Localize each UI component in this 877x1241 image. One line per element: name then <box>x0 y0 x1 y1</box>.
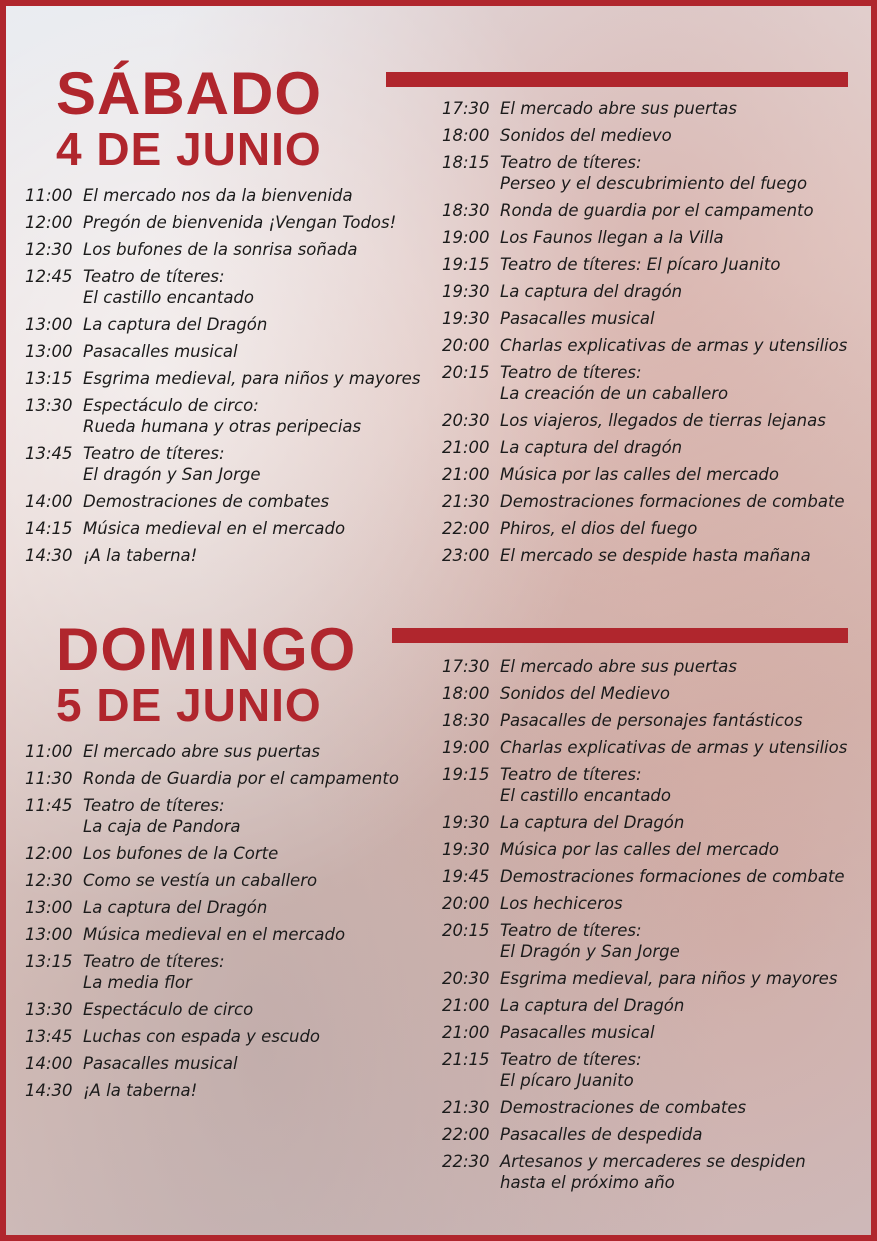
schedule-activity: El mercado abre sus puertas <box>500 657 737 676</box>
schedule-activity: Música medieval en el mercado <box>83 925 346 944</box>
schedule-time: 20:30 <box>442 411 490 430</box>
schedule-activity: Demostraciones formaciones de combate <box>500 867 845 886</box>
schedule-time: 19:30 <box>442 309 490 328</box>
schedule-item <box>25 542 435 569</box>
schedule-activity: Espectáculo de circo <box>83 1000 254 1019</box>
saturday-day-title: SÁBADO <box>56 60 323 127</box>
schedule-item <box>25 948 435 996</box>
schedule-time: 14:15 <box>25 519 73 538</box>
schedule-time: 13:30 <box>25 396 73 415</box>
schedule-item <box>442 917 867 965</box>
schedule-item <box>442 1148 867 1196</box>
schedule-item <box>442 95 867 122</box>
schedule-item <box>442 707 867 734</box>
schedule-item <box>442 407 867 434</box>
schedule-item <box>25 182 435 209</box>
sunday-heading <box>56 616 357 731</box>
schedule-activity: Teatro de títeres: El castillo encantado <box>83 267 254 307</box>
schedule-time: 13:45 <box>25 1027 73 1046</box>
schedule-time: 19:30 <box>442 282 490 301</box>
schedule-item <box>442 809 867 836</box>
schedule-item <box>442 515 867 542</box>
schedule-time: 22:00 <box>442 1125 490 1144</box>
schedule-activity: Pasacalles de personajes fantásticos <box>500 711 803 730</box>
schedule-activity: Los bufones de la Corte <box>83 844 279 863</box>
schedule-item <box>442 1046 867 1094</box>
schedule-item <box>442 488 867 515</box>
schedule-activity: Teatro de títeres: El pícaro Juanito <box>500 1050 642 1090</box>
schedule-item <box>442 305 867 332</box>
schedule-time: 20:30 <box>442 969 490 988</box>
schedule-time: 13:15 <box>25 369 73 388</box>
sunday-day-title: DOMINGO <box>56 616 357 683</box>
schedule-time: 19:00 <box>442 228 490 247</box>
schedule-activity: ¡A la taberna! <box>83 1081 198 1100</box>
schedule-activity: El mercado nos da la bienvenida <box>83 186 353 205</box>
schedule-time: 14:30 <box>25 546 73 565</box>
schedule-activity: Charlas explicativas de armas y utensilios <box>500 336 848 355</box>
schedule-activity: Pregón de bienvenida ¡Vengan Todos! <box>83 213 397 232</box>
schedule-item <box>25 996 435 1023</box>
schedule-time: 13:00 <box>25 925 73 944</box>
schedule-item <box>442 542 867 569</box>
schedule-time: 22:30 <box>442 1152 490 1171</box>
schedule-item <box>25 765 435 792</box>
schedule-item <box>25 1023 435 1050</box>
schedule-item <box>442 1019 867 1046</box>
schedule-time: 18:15 <box>442 153 490 172</box>
schedule-item <box>25 236 435 263</box>
schedule-activity: Música por las calles del mercado <box>500 840 779 859</box>
schedule-activity: Teatro de títeres: El pícaro Juanito <box>500 255 781 274</box>
schedule-activity: Los viajeros, llegados de tierras lejanas <box>500 411 826 430</box>
schedule-time: 19:30 <box>442 813 490 832</box>
schedule-time: 21:30 <box>442 1098 490 1117</box>
schedule-time: 14:00 <box>25 492 73 511</box>
schedule-activity: ¡A la taberna! <box>83 546 198 565</box>
schedule-activity: Teatro de títeres: La caja de Pandora <box>83 796 241 836</box>
saturday-date-title: 4 DE JUNIO <box>56 123 322 175</box>
schedule-time: 12:30 <box>25 871 73 890</box>
schedule-time: 13:00 <box>25 315 73 334</box>
schedule-item <box>25 921 435 948</box>
schedule-item <box>442 836 867 863</box>
schedule-time: 20:15 <box>442 363 490 382</box>
schedule-item <box>442 1094 867 1121</box>
sunday-header-rule <box>392 628 848 643</box>
schedule-time: 11:00 <box>25 742 73 761</box>
schedule-item <box>25 867 435 894</box>
saturday-afternoon-schedule <box>442 95 867 569</box>
schedule-time: 13:00 <box>25 342 73 361</box>
schedule-activity: Teatro de títeres: El castillo encantado <box>500 765 671 805</box>
schedule-item <box>442 863 867 890</box>
schedule-item <box>442 278 867 305</box>
schedule-activity: Pasacalles musical <box>83 342 238 361</box>
schedule-item <box>442 890 867 917</box>
schedule-time: 12:00 <box>25 844 73 863</box>
schedule-time: 21:00 <box>442 996 490 1015</box>
schedule-time: 17:30 <box>442 657 490 676</box>
schedule-time: 19:15 <box>442 255 490 274</box>
saturday-morning-schedule <box>25 182 435 569</box>
schedule-item <box>25 894 435 921</box>
schedule-time: 17:30 <box>442 99 490 118</box>
schedule-item <box>25 209 435 236</box>
schedule-time: 18:30 <box>442 711 490 730</box>
schedule-time: 14:00 <box>25 1054 73 1073</box>
schedule-item <box>25 1077 435 1104</box>
schedule-time: 23:00 <box>442 546 490 565</box>
schedule-activity: Teatro de títeres: El dragón y San Jorge <box>83 444 261 484</box>
schedule-time: 13:00 <box>25 898 73 917</box>
schedule-item <box>442 122 867 149</box>
schedule-activity: Ronda de guardia por el campamento <box>500 201 814 220</box>
schedule-item <box>442 653 867 680</box>
schedule-activity: Phiros, el dios del fuego <box>500 519 698 538</box>
schedule-time: 18:00 <box>442 684 490 703</box>
schedule-activity: Pasacalles de despedida <box>500 1125 703 1144</box>
schedule-time: 12:00 <box>25 213 73 232</box>
schedule-item <box>25 392 435 440</box>
schedule-activity: El mercado abre sus puertas <box>83 742 320 761</box>
schedule-item <box>25 263 435 311</box>
schedule-activity: El mercado abre sus puertas <box>500 99 737 118</box>
schedule-activity: Teatro de títeres: El Dragón y San Jorge <box>500 921 680 961</box>
schedule-item <box>442 434 867 461</box>
schedule-time: 19:30 <box>442 840 490 859</box>
schedule-item <box>442 992 867 1019</box>
schedule-activity: Pasacalles musical <box>83 1054 238 1073</box>
schedule-activity: Demostraciones formaciones de combate <box>500 492 845 511</box>
schedule-activity: Música medieval en el mercado <box>83 519 346 538</box>
schedule-item <box>442 734 867 761</box>
schedule-item <box>25 1050 435 1077</box>
schedule-time: 19:45 <box>442 867 490 886</box>
schedule-time: 11:45 <box>25 796 73 815</box>
schedule-time: 18:00 <box>442 126 490 145</box>
schedule-item <box>25 488 435 515</box>
schedule-item <box>442 332 867 359</box>
schedule-activity: Sonidos del medievo <box>500 126 672 145</box>
schedule-activity: El mercado se despide hasta mañana <box>500 546 811 565</box>
schedule-activity: La captura del dragón <box>500 282 683 301</box>
schedule-activity: La captura del Dragón <box>500 996 685 1015</box>
schedule-item <box>442 1121 867 1148</box>
schedule-time: 21:15 <box>442 1050 490 1069</box>
schedule-time: 21:00 <box>442 438 490 457</box>
schedule-time: 19:15 <box>442 765 490 784</box>
schedule-activity: Esgrima medieval, para niños y mayores <box>500 969 838 988</box>
schedule-time: 19:00 <box>442 738 490 757</box>
schedule-activity: La captura del Dragón <box>83 898 268 917</box>
saturday-heading <box>56 60 323 175</box>
schedule-time: 20:00 <box>442 894 490 913</box>
schedule-time: 21:30 <box>442 492 490 511</box>
schedule-time: 21:00 <box>442 1023 490 1042</box>
schedule-item <box>442 149 867 197</box>
schedule-item <box>442 224 867 251</box>
schedule-activity: Demostraciones de combates <box>500 1098 747 1117</box>
schedule-item <box>25 440 435 488</box>
schedule-item <box>25 840 435 867</box>
saturday-header-rule <box>386 72 848 87</box>
schedule-activity: Pasacalles musical <box>500 309 655 328</box>
schedule-activity: Música por las calles del mercado <box>500 465 779 484</box>
schedule-activity: Luchas con espada y escudo <box>83 1027 321 1046</box>
schedule-activity: Sonidos del Medievo <box>500 684 670 703</box>
schedule-time: 20:00 <box>442 336 490 355</box>
schedule-item <box>25 515 435 542</box>
schedule-activity: La captura del Dragón <box>83 315 268 334</box>
schedule-time: 13:30 <box>25 1000 73 1019</box>
schedule-activity: Los bufones de la sonrisa soñada <box>83 240 358 259</box>
schedule-activity: Los Faunos llegan a la Villa <box>500 228 724 247</box>
schedule-item <box>442 359 867 407</box>
schedule-activity: Charlas explicativas de armas y utensilios <box>500 738 848 757</box>
schedule-activity: Los hechiceros <box>500 894 623 913</box>
schedule-time: 18:30 <box>442 201 490 220</box>
schedule-activity: Esgrima medieval, para niños y mayores <box>83 369 421 388</box>
schedule-time: 21:00 <box>442 465 490 484</box>
schedule-item <box>25 792 435 840</box>
schedule-activity: La captura del dragón <box>500 438 683 457</box>
schedule-item <box>442 761 867 809</box>
schedule-time: 14:30 <box>25 1081 73 1100</box>
schedule-time: 11:00 <box>25 186 73 205</box>
schedule-activity: Espectáculo de circo: Rueda humana y otras peripecias <box>83 396 362 436</box>
schedule-time: 11:30 <box>25 769 73 788</box>
schedule-time: 20:15 <box>442 921 490 940</box>
schedule-item <box>25 738 435 765</box>
schedule-activity: Como se vestía un caballero <box>83 871 318 890</box>
schedule-item <box>25 311 435 338</box>
schedule-item <box>442 461 867 488</box>
schedule-item <box>442 251 867 278</box>
schedule-activity: Teatro de títeres: La creación de un caballero <box>500 363 729 403</box>
schedule-item <box>442 680 867 707</box>
sunday-morning-schedule <box>25 738 435 1104</box>
schedule-item <box>25 338 435 365</box>
schedule-time: 12:30 <box>25 240 73 259</box>
schedule-activity: Teatro de títeres: Perseo y el descubrimiento del fuego <box>500 153 808 193</box>
schedule-activity: Pasacalles musical <box>500 1023 655 1042</box>
schedule-activity: Teatro de títeres: La media flor <box>83 952 225 992</box>
schedule-time: 12:45 <box>25 267 73 286</box>
sunday-afternoon-schedule <box>442 653 867 1196</box>
schedule-item <box>442 965 867 992</box>
schedule-time: 22:00 <box>442 519 490 538</box>
schedule-activity: Demostraciones de combates <box>83 492 330 511</box>
schedule-activity: Artesanos y mercaderes se despiden hasta el próximo año <box>500 1152 806 1192</box>
schedule-activity: Ronda de Guardia por el campamento <box>83 769 399 788</box>
schedule-item <box>25 365 435 392</box>
schedule-time: 13:15 <box>25 952 73 971</box>
schedule-time: 13:45 <box>25 444 73 463</box>
schedule-item <box>442 197 867 224</box>
schedule-activity: La captura del Dragón <box>500 813 685 832</box>
sunday-date-title: 5 DE JUNIO <box>56 679 322 731</box>
